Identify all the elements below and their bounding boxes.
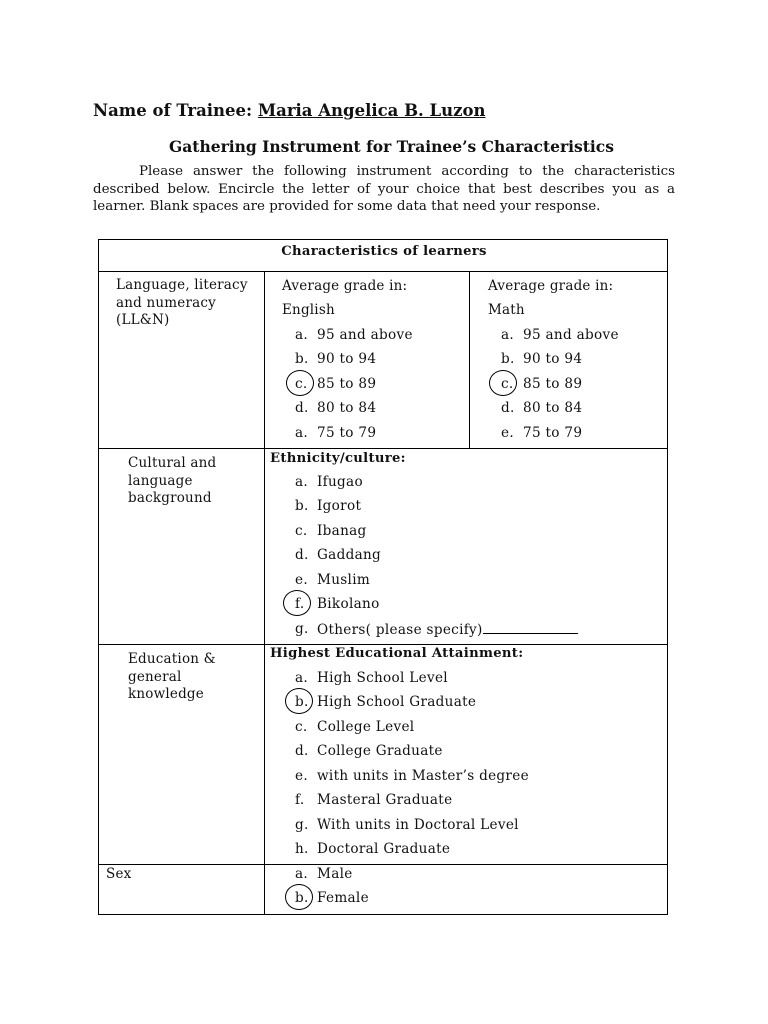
- english-caption: Average grade in:: [282, 278, 408, 294]
- specify-blank[interactable]: [483, 621, 578, 634]
- option-text: 95 and above: [317, 327, 413, 343]
- option-text: Female: [317, 890, 369, 906]
- math-subject: Math: [488, 302, 525, 318]
- option-letter: a.: [501, 327, 515, 343]
- option-text: Others( please specify): [317, 622, 483, 638]
- option-letter: e.: [295, 572, 308, 588]
- option-text: 90 to 94: [523, 351, 583, 367]
- option-letter: a.: [295, 425, 309, 441]
- option-text: with units in Master’s degree: [317, 768, 529, 784]
- table-heading: Characteristics of learners: [281, 244, 487, 259]
- option-letter: b.: [295, 890, 309, 906]
- sex-label: Sex: [106, 866, 132, 882]
- culture-label: Cultural and language background: [128, 455, 217, 506]
- trainee-name-label: Name of Trainee:: [93, 101, 253, 120]
- option-text: 75 to 79: [317, 425, 377, 441]
- table-border-left: [98, 239, 99, 915]
- option-letter: h.: [295, 841, 309, 857]
- option-text: Bikolano: [317, 596, 380, 612]
- english-selection-circle: [286, 370, 314, 396]
- llandn-label: Language, literacy and numeracy (LL&N): [116, 277, 248, 328]
- option-letter: b.: [295, 498, 309, 514]
- option-letter: a.: [295, 670, 309, 686]
- option-text: 75 to 79: [523, 425, 583, 441]
- option-text: Male: [317, 866, 353, 882]
- option-letter: g.: [295, 621, 309, 637]
- math-caption: Average grade in:: [488, 278, 614, 294]
- education-selection-circle: [285, 688, 313, 714]
- option-letter: f.: [295, 792, 305, 808]
- option-text: College Graduate: [317, 743, 443, 759]
- row-divider-culture: [98, 644, 668, 645]
- option-letter: a.: [295, 327, 309, 343]
- trainee-name-value: Maria Angelica B. Luzon: [257, 101, 486, 120]
- option-text: Doctoral Graduate: [317, 841, 451, 857]
- option-text: 90 to 94: [317, 351, 377, 367]
- culture-heading: Ethnicity/culture:: [270, 451, 406, 466]
- option-letter: a.: [295, 866, 309, 882]
- option-letter: g.: [295, 817, 309, 833]
- option-letter: d.: [501, 400, 515, 416]
- option-letter: b.: [501, 351, 515, 367]
- english-subject: English: [282, 302, 335, 318]
- option-letter: e.: [295, 768, 308, 784]
- education-heading: Highest Educational Attainment:: [270, 646, 524, 661]
- trainee-name-line: [93, 101, 486, 120]
- option-letter: d.: [295, 400, 309, 416]
- option-letter: f.: [295, 596, 305, 612]
- option-letter: d.: [295, 743, 309, 759]
- option-letter: e.: [501, 425, 514, 441]
- option-text: Igorot: [317, 498, 362, 514]
- option-letter: b.: [295, 351, 309, 367]
- option-text: College Level: [317, 719, 415, 735]
- option-letter: c.: [501, 376, 514, 392]
- option-text: Masteral Graduate: [317, 792, 453, 808]
- option-text: 85 to 89: [523, 376, 583, 392]
- option-letter: d.: [295, 547, 309, 563]
- table-border-top: [98, 239, 668, 240]
- option-text: High School Level: [317, 670, 448, 686]
- sex-selection-circle: [285, 884, 313, 910]
- culture-selection-circle: [283, 590, 311, 616]
- column-divider-subjects: [469, 271, 470, 449]
- option-letter: a.: [295, 474, 309, 490]
- option-text: 95 and above: [523, 327, 619, 343]
- math-selection-circle: [489, 370, 517, 396]
- option-text: With units in Doctoral Level: [317, 817, 519, 833]
- row-divider-education: [98, 864, 668, 865]
- column-divider-main: [264, 271, 265, 915]
- option-text: 85 to 89: [317, 376, 377, 392]
- option-text: 80 to 84: [523, 400, 583, 416]
- option-letter: c.: [295, 376, 308, 392]
- option-text: High School Graduate: [317, 694, 477, 710]
- option-text: Ibanag: [317, 523, 367, 539]
- education-label: Education & general knowledge: [128, 651, 216, 702]
- instructions-paragraph: Please answer the following instrument according to the characteristics described below. Encircle the letter of your choice that best describes you as a learner. Blank spaces are provided for some data that need your response.: [93, 164, 675, 214]
- option-text: Ifugao: [317, 474, 363, 490]
- row-divider-llandn: [98, 448, 668, 449]
- option-text: Gaddang: [317, 547, 382, 563]
- option-text: Muslim: [317, 572, 371, 588]
- table-border-bottom: [98, 914, 668, 915]
- option-letter: c.: [295, 719, 308, 735]
- option-text: 80 to 84: [317, 400, 377, 416]
- table-border-right: [667, 239, 668, 915]
- option-letter: c.: [295, 523, 308, 539]
- option-letter: b.: [295, 694, 309, 710]
- document-title: Gathering Instrument for Trainee’s Characteristics: [169, 137, 614, 156]
- row-divider-heading: [98, 271, 668, 272]
